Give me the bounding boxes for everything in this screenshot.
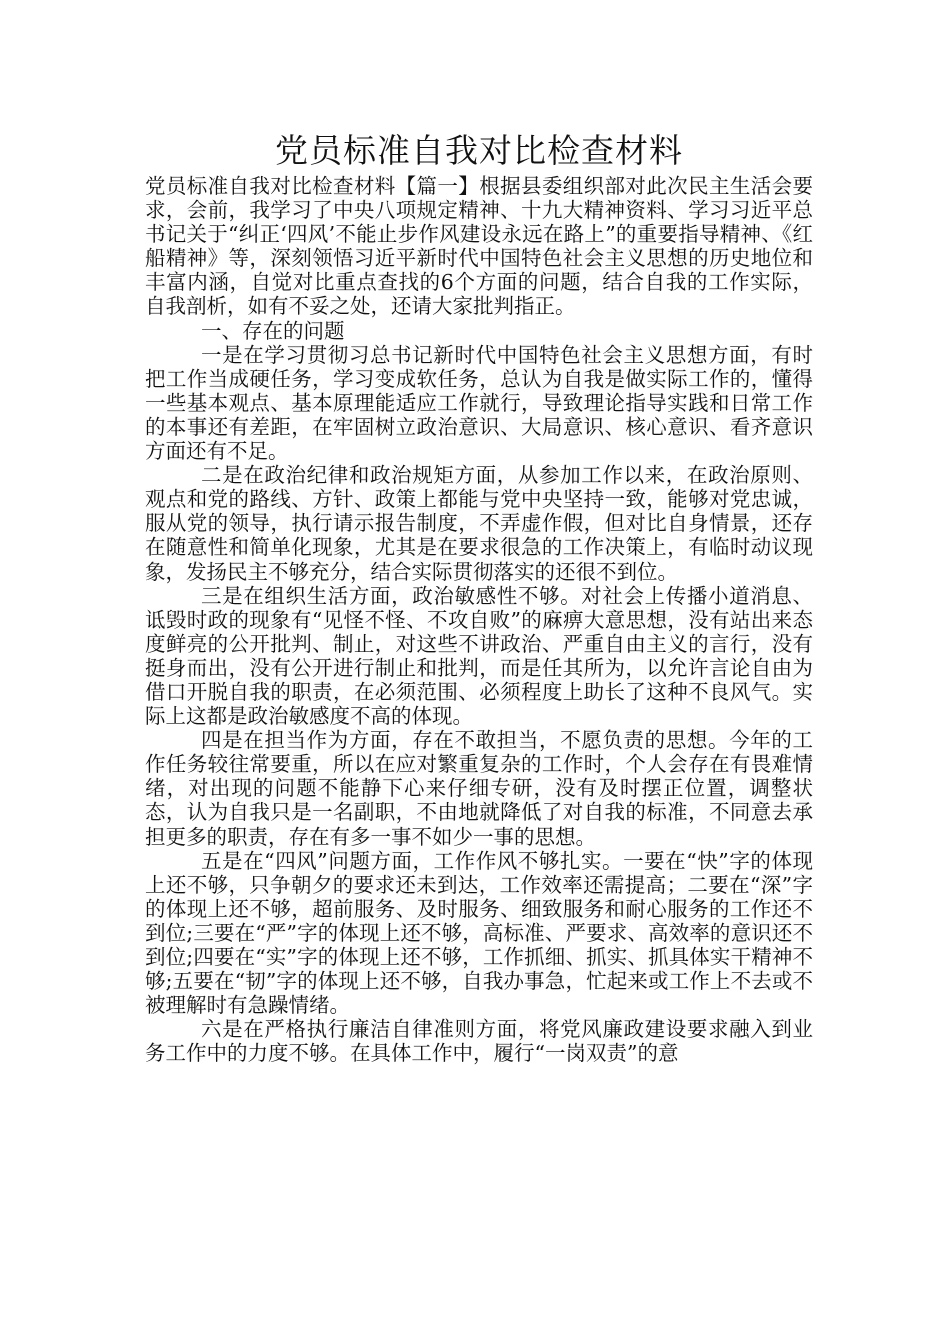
body-paragraph-2: 二是在政治纪律和政治规矩方面，从参加工作以来，在政治原则、观点和党的路线、方针、政策上都能与党中央坚持一致，能够对党忠诚，服从党的领导，执行请示报告制度，不弄虚作假，但对比自身情景，还存在随意性和简单化现象，尤其是在要求很急的工作决策上，有临时动议现象，发扬民主不够充分，结合实际贯彻落实的还很不到位。 xyxy=(145,463,813,584)
body-paragraph-1: 一是在学习贯彻习总书记新时代中国特色社会主义思想方面，有时把工作当成硬任务，学习变成软任务，总认为自我是做实际工作的，懂得一些基本观点、基本原理能适应工作就行，导致理论指导实践和日常工作的本事还有差距，在牢固树立政治意识、大局意识、核心意识、看齐意识方面还有不足。 xyxy=(145,342,813,464)
body-paragraph-5: 五是在“四风”问题方面，工作作风不够扎实。一要在“快”字的体现上还不够，只争朝夕的要求还未到达，工作效率还需提高；二要在“深”字的体现上还不够，超前服务、及时服务、细致服务和耐心服务的工作还不到位;三要在“严”字的体现上还不够，高标准、严要求、高效率的意识还不到位;四要在“实”字的体现上还不够，工作抓细、抓实、抓具体实干精神不够;五要在“韧”字的体现上还不够，自我办事急，忙起来或工作上不去或不被理解时有急躁情绪。 xyxy=(145,848,813,1018)
document-title: 党员标准自我对比检查材料 xyxy=(275,131,683,170)
body-paragraph-3: 三是在组织生活方面，政治敏感性不够。对社会上传播小道消息、诋毁时政的现象有“见怪不怪、不攻自败”的麻痹大意思想，没有站出来态度鲜亮的公开批判、制止，对这些不讲政治、严重自由主义的言行，没有挺身而出，没有公开进行制止和批判，而是任其所为，以允许言论自由为借口开脱自我的职责，在必须范围、必须程度上助长了这种不良风气。实际上这都是政治敏感度不高的体现。 xyxy=(145,583,813,729)
intro-paragraph: 党员标准自我对比检查材料【篇一】根据县委组织部对此次民主生活会要求，会前，我学习了中央八项规定精神、十九大精神资料、学习习近平总书记关于“纠正‘四风’不能止步作风建设永远在路上”的重要指导精神、《红船精神》等，深刻领悟习近平新时代中国特色社会主义思想的历史地位和丰富内涵，自觉对比重点查找的6个方面的问题，结合自我的工作实际，自我剖析，如有不妥之处，还请大家批判指正。 xyxy=(145,174,813,319)
body-paragraph-6: 六是在严格执行廉洁自律准则方面，将党风廉政建设要求融入到业务工作中的力度不够。在具体工作中，履行“一岗双责”的意 xyxy=(145,1017,813,1066)
body-paragraph-4: 四是在担当作为方面，存在不敢担当，不愿负责的思想。今年的工作任务较往常要重，所以在应对繁重复杂的工作时，个人会存在有畏难情绪，对出现的问题不能静下心来仔细专研，没有及时摆正位置，调整状态，认为自我只是一名副职，不由地就降低了对自我的标准，不同意去承担更多的职责，存在有多一事不如少一事的思想。 xyxy=(145,728,813,849)
document-page xyxy=(145,128,813,1065)
section-heading: 一、存在的问题 xyxy=(201,318,345,343)
